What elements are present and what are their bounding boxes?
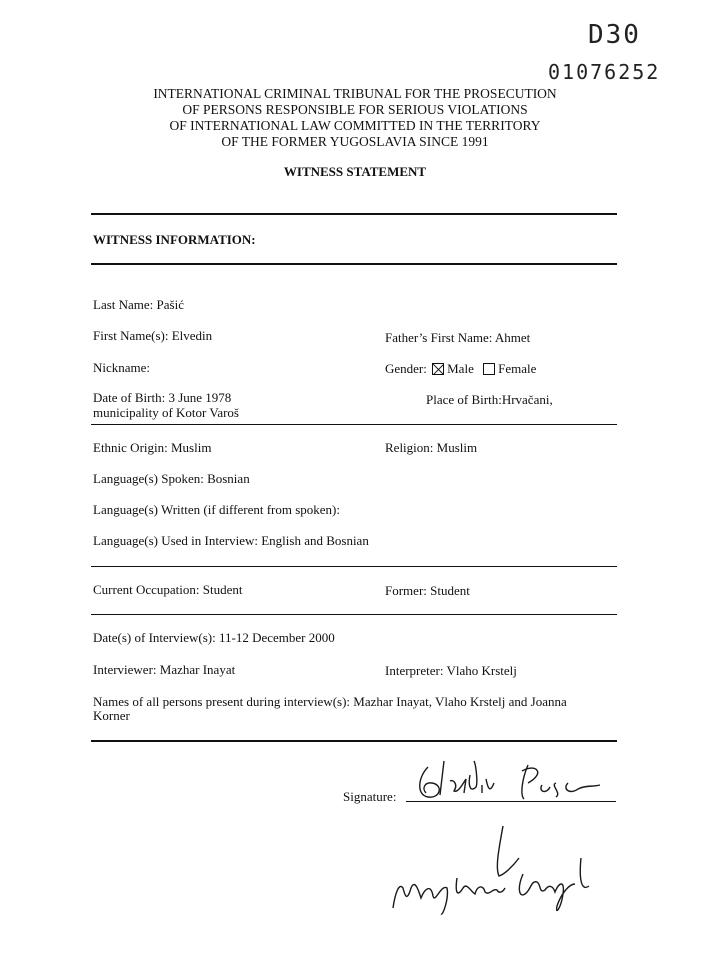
divider xyxy=(91,424,617,425)
tribunal-header xyxy=(120,86,590,150)
header-line-4: OF THE FORMER YUGOSLAVIA SINCE 1991 xyxy=(221,134,489,149)
language-interview-field: Language(s) Used in Interview: English and Bosnian xyxy=(93,533,369,548)
female-label: Female xyxy=(498,361,537,376)
language-written-field: Language(s) Written (if different from spoken): xyxy=(93,502,340,517)
male-checkbox xyxy=(432,363,444,375)
section-title: WITNESS INFORMATION: xyxy=(93,232,256,247)
language-spoken-field: Language(s) Spoken: Bosnian xyxy=(93,471,250,486)
current-occupation-field: Current Occupation: Student xyxy=(93,582,243,597)
header-line-2: OF PERSONS RESPONSIBLE FOR SERIOUS VIOLATIONS xyxy=(182,102,528,117)
divider xyxy=(91,614,617,615)
religion-field: Religion: Muslim xyxy=(385,440,478,455)
header-line-3: OF INTERNATIONAL LAW COMMITTED IN THE TERRITORY xyxy=(169,118,541,133)
divider xyxy=(91,566,617,567)
header-line-1: INTERNATIONAL CRIMINAL TRIBUNAL FOR THE PROSECUTION xyxy=(153,86,557,101)
male-label: Male xyxy=(447,361,474,376)
nickname-field: Nickname: xyxy=(93,360,151,375)
place-of-birth-continued: municipality of Kotor Varoš xyxy=(93,405,239,420)
divider xyxy=(91,213,617,215)
female-checkbox xyxy=(483,363,495,375)
date-of-birth-field: Date of Birth: 3 June 1978 xyxy=(93,390,232,405)
interpreter-field: Interpreter: Vlaho Krstelj xyxy=(385,663,517,678)
gender-label: Gender: xyxy=(385,361,427,376)
place-of-birth-field: Place of Birth:Hrvačani, xyxy=(426,392,553,407)
witness-signature xyxy=(410,755,625,805)
persons-present-continued: Korner xyxy=(93,708,130,723)
ethnic-origin-field: Ethnic Origin: Muslim xyxy=(93,440,212,455)
document-number: 01076252 xyxy=(548,60,661,84)
gender-field xyxy=(385,361,536,377)
persons-present-field: Names of all persons present during interview(s): Mazhar Inayat, Vlaho Krstelj and Joanna xyxy=(93,694,567,709)
last-name-field: Last Name: Pašić xyxy=(93,297,184,312)
first-name-field: First Name(s): Elvedin xyxy=(93,328,213,343)
signature-label: Signature: xyxy=(343,789,397,804)
father-name-field: Father’s First Name: Ahmet xyxy=(385,330,531,345)
document-mark: D30 xyxy=(588,20,641,50)
interviewer-signature xyxy=(385,818,625,918)
divider xyxy=(91,263,617,265)
divider xyxy=(91,740,617,742)
former-occupation-field: Former: Student xyxy=(385,583,470,598)
interviewer-field: Interviewer: Mazhar Inayat xyxy=(93,662,236,677)
interview-dates-field: Date(s) of Interview(s): 11-12 December 2000 xyxy=(93,630,335,645)
document-title: WITNESS STATEMENT xyxy=(283,164,427,179)
